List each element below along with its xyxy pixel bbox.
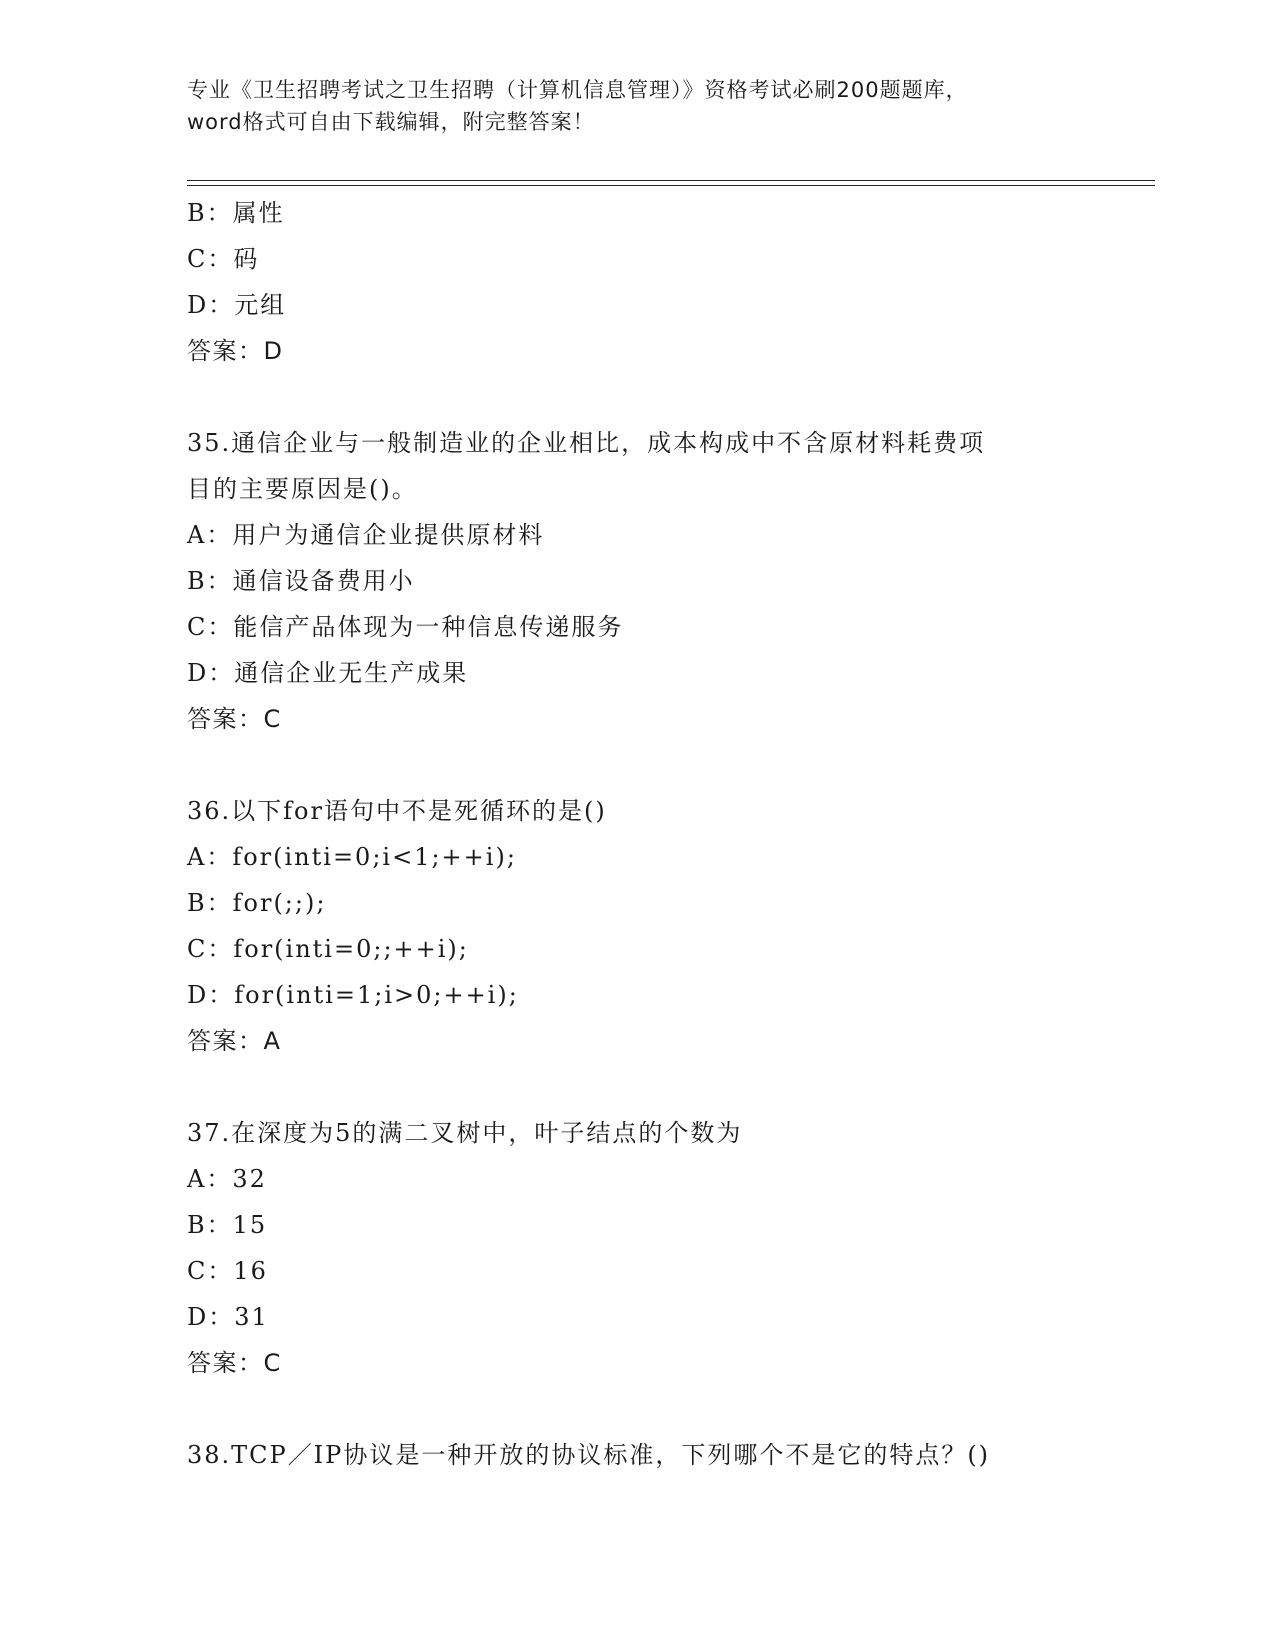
- option-b: B：for(;;);: [187, 889, 327, 917]
- question-block-continued: [187, 190, 1155, 374]
- question-stem: 37.在深度为5的满二叉树中，叶子结点的个数为: [187, 1119, 743, 1147]
- question-block-38: [187, 1432, 1155, 1478]
- question-stem: 38.TCP／IP协议是一种开放的协议标准，下列哪个不是它的特点？(): [187, 1441, 991, 1469]
- answer-line: 答案：C: [187, 1349, 282, 1377]
- question-block-36: [187, 788, 1155, 1064]
- header-title-line-1: 专业《卫生招聘考试之卫生招聘（计算机信息管理）》资格考试必刷200题题库，: [187, 78, 968, 102]
- option-a: A：for(inti=0;i<1;++i);: [187, 843, 517, 871]
- option-a: A：用户为通信企业提供原材料: [187, 521, 545, 549]
- question-block-37: [187, 1110, 1155, 1386]
- question-stem: 35.通信企业与一般制造业的企业相比，成本构成中不含原材料耗费项: [187, 429, 986, 457]
- header-divider-bottom: [187, 185, 1155, 186]
- option-d: D：元组: [187, 291, 287, 319]
- answer-line: 答案：C: [187, 705, 282, 733]
- option-c: C：for(inti=0;;++i);: [187, 935, 469, 963]
- option-c: C：码: [187, 245, 260, 273]
- option-a: A：32: [187, 1165, 267, 1193]
- answer-line: 答案：A: [187, 1027, 282, 1055]
- header-title-line-2: word格式可自由下载编辑，附完整答案！: [187, 110, 595, 134]
- option-d: D：31: [187, 1303, 269, 1331]
- document-header: [187, 74, 1087, 138]
- option-b: B：属性: [187, 199, 285, 227]
- question-list: [187, 190, 1155, 1478]
- option-c: C：16: [187, 1257, 268, 1285]
- option-d: D：通信企业无生产成果: [187, 659, 469, 687]
- option-b: B：15: [187, 1211, 268, 1239]
- answer-line: 答案：D: [187, 337, 284, 365]
- option-d: D：for(inti=1;i>0;++i);: [187, 981, 519, 1009]
- option-b: B：通信设备费用小: [187, 567, 415, 595]
- header-divider-top: [187, 180, 1155, 181]
- question-stem-continuation: 目的主要原因是()。: [187, 475, 418, 503]
- question-stem: 36.以下for语句中不是死循环的是(): [187, 797, 607, 825]
- question-block-35: [187, 420, 1155, 742]
- option-c: C：能信产品体现为一种信息传递服务: [187, 613, 624, 641]
